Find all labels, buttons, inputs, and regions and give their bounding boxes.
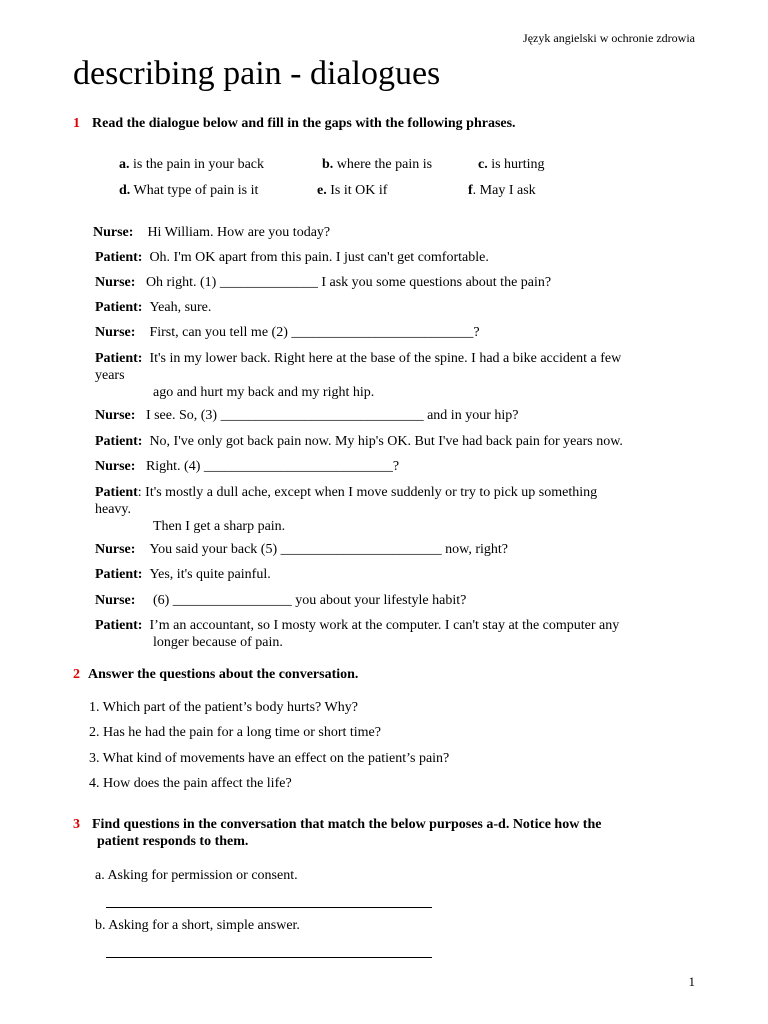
dialogue-wrap: heavy. [95,502,132,517]
dialogue-line [93,224,330,241]
dialogue-text: Right. (4) ___________________________? [145,459,400,474]
speaker-label: Nurse: [95,459,136,474]
dialogue-line [95,324,480,341]
dialogue-line [95,433,623,450]
speaker-label: Patient [95,485,138,500]
speaker-label: Patient: [95,300,143,315]
purpose-item: b. Asking for a short, simple answer. [95,918,300,933]
dialogue-line [95,617,619,634]
section-3-heading [73,817,601,833]
dialogue-text: (6) _________________ you about your lifestyle habit? [152,593,467,608]
dialogue-text: You said your back (5) _______________________ now, right? [149,542,508,557]
option-letter: c. [478,157,488,172]
page-number: 1 [688,974,695,989]
dialogue-line [95,299,211,316]
option-c [478,157,545,173]
section-1-instruction: Read the dialogue below and fill in the gaps with the following phrases. [92,116,516,131]
dialogue-wrap: years [95,368,125,383]
dialogue-text: : It's mostly a dull ache, except when I move suddenly or try to pick up something [137,485,598,500]
speaker-label: Patient: [95,351,143,366]
answer-line[interactable] [106,957,432,958]
speaker-label: Nurse: [95,593,136,608]
speaker-label: Nurse: [95,542,136,557]
option-text: is the pain in your back [129,157,265,172]
question-item: 3. What kind of movements have an effect on the patient’s pain? [89,751,450,766]
section-3-instruction-cont: patient responds to them. [97,834,249,849]
option-d [119,183,258,199]
option-b [322,157,432,173]
dialogue-continuation: ago and hurt my back and my right hip. [153,385,375,400]
dialogue-line [95,484,597,501]
dialogue-line [95,458,399,475]
option-text: . May I ask [472,183,536,198]
dialogue-text: Oh. I'm OK apart from this pain. I just can't get comfortable. [149,250,489,265]
dialogue-continuation: Then I get a sharp pain. [153,519,286,534]
question-item: 2. Has he had the pain for a long time or short time? [89,725,381,740]
dialogue-line [95,541,508,558]
option-a [119,157,264,173]
dialogue-line [95,566,271,583]
speaker-label: Patient: [95,618,143,633]
option-letter: e. [317,183,327,198]
option-text: where the pain is [333,157,433,172]
question-item: 4. How does the pain affect the life? [89,776,292,791]
dialogue-text: First, can you tell me (2) __________________________? [149,325,480,340]
section-2-heading [73,667,358,683]
dialogue-text: Oh right. (1) ______________ I ask you some questions about the pain? [145,275,552,290]
section-2-number: 2 [73,667,80,682]
page-title: describing pain - dialogues [73,55,441,92]
speaker-label: Patient: [95,434,143,449]
section-3-number: 3 [73,817,80,832]
option-text: is hurting [487,157,545,172]
option-e [317,183,387,199]
dialogue-line [95,249,489,266]
option-text: Is it OK if [326,183,388,198]
option-letter: a. [119,157,130,172]
option-letter: b. [322,157,334,172]
dialogue-text: Yeah, sure. [149,300,212,315]
speaker-label: Nurse: [95,325,136,340]
dialogue-continuation: longer because of pain. [153,635,283,650]
option-letter: f [468,183,473,198]
section-1-heading [73,116,516,132]
speaker-label: Nurse: [95,275,136,290]
dialogue-text: I see. So, (3) _____________________________ and in your hip? [145,408,519,423]
purpose-item: a. Asking for permission or consent. [95,868,298,883]
option-letter: d. [119,183,131,198]
dialogue-text: I’m an accountant, so I mosty work at the computer. I can't stay at the computer any [149,618,620,633]
dialogue-text: Hi William. How are you today? [147,225,331,240]
dialogue-line [95,350,621,367]
dialogue-text: No, I've only got back pain now. My hip's OK. But I've had back pain for years now. [149,434,623,449]
header-note: Język angielski w ochronie zdrowia [523,31,695,45]
section-1-number: 1 [73,116,80,131]
dialogue-line [95,592,466,609]
dialogue-line [95,274,551,291]
answer-line[interactable] [106,907,432,908]
dialogue-line [95,407,518,424]
dialogue-text: It's in my lower back. Right here at the base of the spine. I had a bike accident a few [149,351,622,366]
speaker-label: Patient: [95,567,143,582]
option-text: What type of pain is it [130,183,259,198]
question-item: 1. Which part of the patient’s body hurts? Why? [89,700,358,715]
dialogue-text: Yes, it's quite painful. [149,567,271,582]
option-f [468,183,536,199]
speaker-label: Nurse: [93,225,134,240]
speaker-label: Nurse: [95,408,136,423]
section-2-instruction: Answer the questions about the conversation. [88,667,359,682]
section-3-instruction: Find questions in the conversation that match the below purposes a-d. Notice how the [92,817,602,832]
speaker-label: Patient: [95,250,143,265]
